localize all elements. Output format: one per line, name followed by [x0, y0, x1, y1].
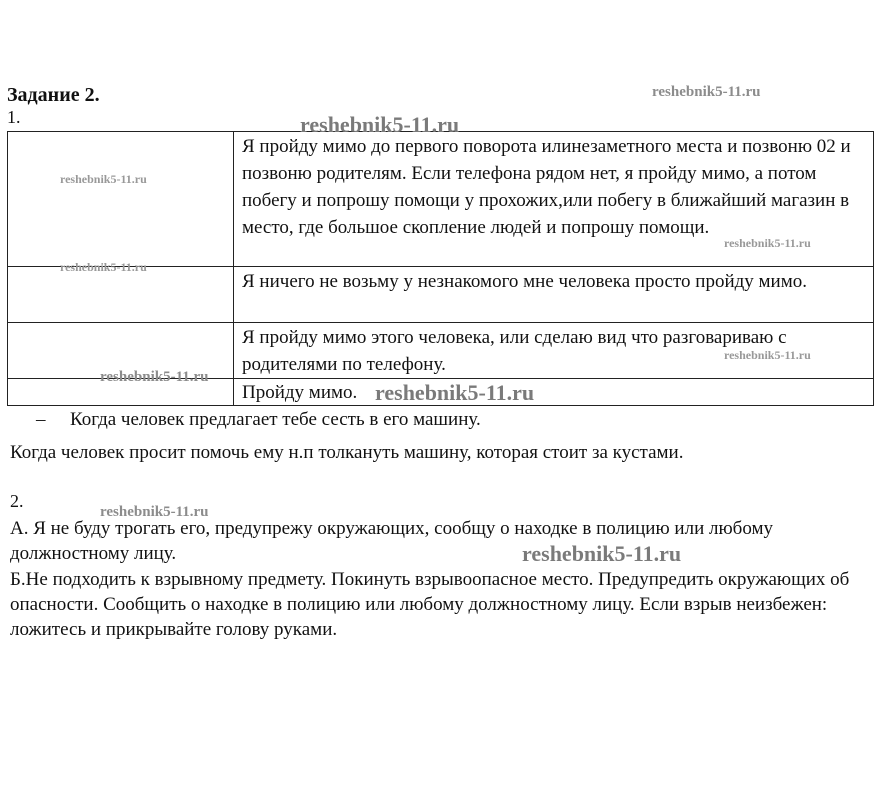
watermark: reshebnik5-11.ru: [60, 260, 147, 274]
watermark: reshebnik5-11.ru: [724, 348, 811, 362]
dash-bullet: –: [36, 409, 46, 430]
watermark: reshebnik5-11.ru: [522, 541, 682, 566]
table-cell-answer: Пройду мимо.: [234, 379, 874, 406]
watermark: reshebnik5-11.ru: [100, 504, 209, 520]
section-2-number: 2.: [10, 491, 24, 511]
section-1-note: Когда человек просит помочь ему н.п толкануть машину, которая стоит за кустами.: [10, 442, 684, 463]
watermark: reshebnik5-11.ru: [375, 380, 535, 405]
answer-a: А. Я не буду трогать его, предупрежу окружающих, сообщу о находке в полицию или любому должностному лицу.: [10, 518, 773, 564]
table-cell-answer: Я ничего не возьму у незнакомого мне человека просто пройду мимо.: [234, 267, 874, 323]
table-cell-answer: Я пройду мимо до первого поворота илинезаметного места и позвоню 02 и позвоню родителям. Если телефона рядом нет, я пройду мимо, а потом побегу и попрошу помощи у прохожих,или побегу в ближайший магазин в место, где большое скопление людей и попрошу помощи.: [234, 132, 874, 267]
dash-item-text: Когда человек предлагает тебе сесть в его машину.: [70, 409, 481, 430]
watermark: reshebnik5-11.ru: [100, 369, 209, 385]
dash-list-item: [36, 409, 481, 431]
watermark: reshebnik5-11.ru: [652, 84, 761, 100]
watermark: reshebnik5-11.ru: [60, 172, 147, 186]
task-heading: Задание 2.: [7, 84, 100, 106]
watermark: reshebnik5-11.ru: [724, 236, 811, 250]
section-1-number: 1.: [7, 107, 21, 127]
table-cell-answer: Я пройду мимо этого человека, или сделаю вид что разговариваю с родителями по телефону.: [234, 323, 874, 379]
watermark: reshebnik5-11.ru: [300, 112, 460, 137]
table-cell-empty: [8, 132, 234, 267]
answer-b: Б.Не подходить к взрывному предмету. Покинуть взрывоопасное место. Предупредить окружающих об опасности. Сообщить о находке в полицию или любому должностному лицу. Если взрыв неизбежен: ложитесь и прикрывайте голову руками.: [10, 569, 850, 640]
